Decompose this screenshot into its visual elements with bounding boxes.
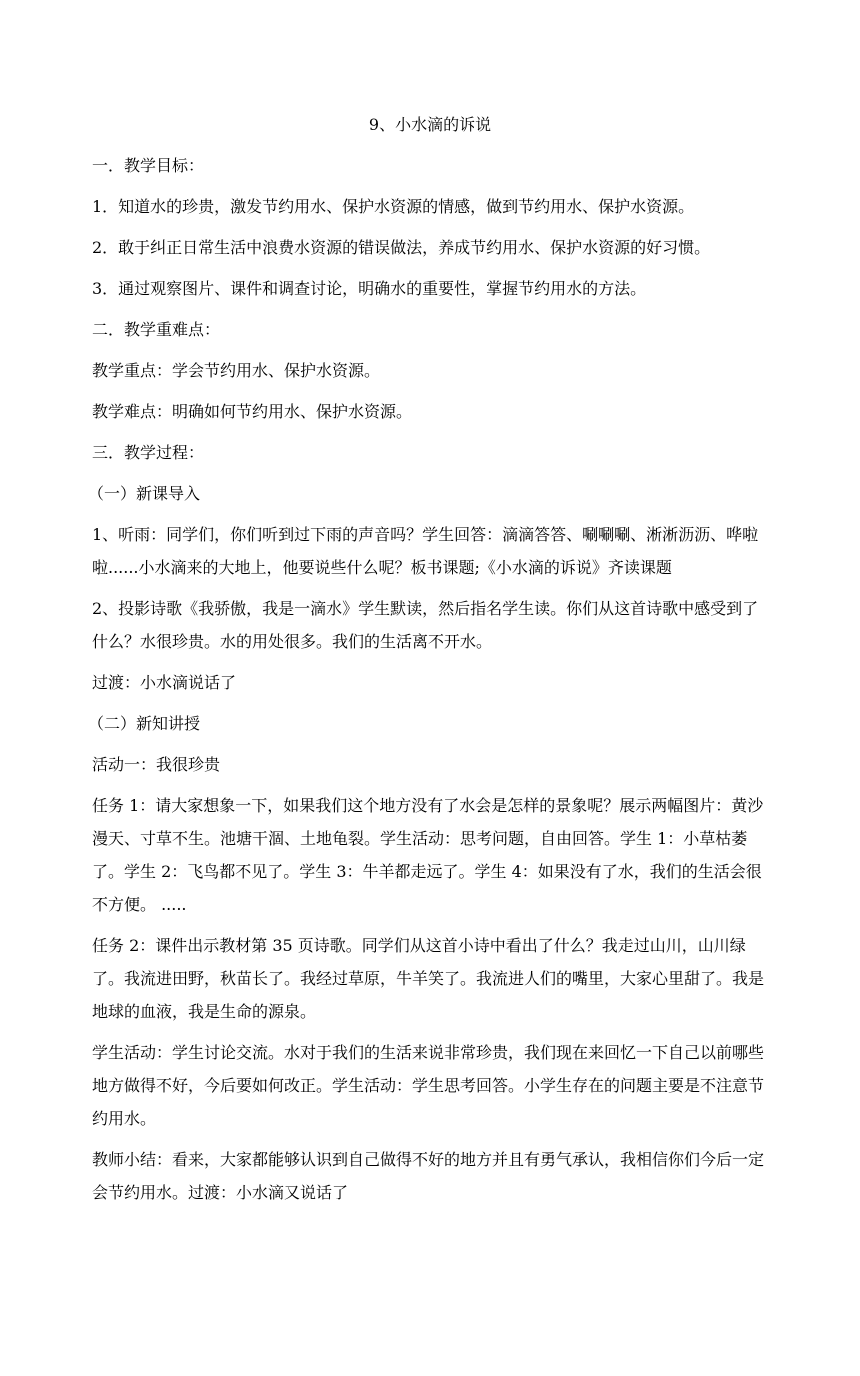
student-activity-paragraph: 学生活动：学生讨论交流。水对于我们的生活来说非常珍贵，我们现在来回忆一下自己以前哪些地方做得不好，今后要如何改正。学生活动：学生思考回答。小学生存在的问题主要是不注意节约用水。: [92, 1043, 765, 1128]
task-paragraph-1: 任务 1：请大家想象一下，如果我们这个地方没有了水会是怎样的景象呢？展示两幅图片：黄沙漫天、寸草不生。池塘干涸、土地龟裂。学生活动：思考问题，自由回答。学生 1：小草枯萎了。学生 2：飞鸟都不见了。学生 3：牛羊都走远了。学生 4：如果没有了水，我们的生活会很不方便。 .....: [92, 796, 764, 914]
objective-item-2: 2．敢于纠正日常生活中浪费水资源的错误做法，养成节约用水、保护水资源的好习惯。: [92, 238, 711, 257]
key-point: 教学重点：学会节约用水、保护水资源。: [92, 361, 381, 380]
intro-paragraph-2: 2、投影诗歌《我骄傲，我是一滴水》学生默读，然后指名学生读。你们从这首诗歌中感受到了什么？水很珍贵。水的用处很多。我们的生活离不开水。: [92, 599, 759, 651]
activity-heading-1: 活动一：我很珍贵: [92, 755, 221, 774]
section-heading-process: 三．教学过程：: [92, 443, 205, 462]
difficult-point: 教学难点：明确如何节约用水、保护水资源。: [92, 402, 413, 421]
intro-paragraph-1: 1、听雨：同学们，你们听到过下雨的声音吗？学生回答：滴滴答答、唰唰唰、淅淅沥沥、哗啦啦......小水滴来的大地上，他要说些什么呢？板书课题;《小水滴的诉说》齐读课题: [92, 525, 759, 577]
subsection-heading-intro: （一）新课导入: [88, 484, 201, 503]
teacher-summary-paragraph: 教师小结：看来，大家都能够认识到自己做得不好的地方并且有勇气承认，我相信你们今后一定会节约用水。过渡：小水滴又说话了: [92, 1150, 765, 1202]
document-title: 9、小水滴的诉说: [368, 115, 492, 134]
transition-line-1: 过渡：小水滴说话了: [92, 673, 237, 692]
task-paragraph-2: 任务 2：课件出示教材第 35 页诗歌。同学们从这首小诗中看出了什么？我走过山川，山川绿了。我流进田野，秋苗长了。我经过草原，牛羊笑了。我流进人们的嘴里，大家心里甜了。我是地球的血液，我是生命的源泉。: [92, 936, 765, 1021]
objective-item-1: 1．知道水的珍贵，激发节约用水、保护水资源的情感，做到节约用水、保护水资源。: [92, 197, 695, 216]
objective-item-3: 3．通过观察图片、课件和调查讨论，明确水的重要性，掌握节约用水的方法。: [92, 279, 647, 298]
section-heading-key-points: 二．教学重难点：: [92, 320, 221, 339]
subsection-heading-new-knowledge: （二）新知讲授: [88, 714, 201, 733]
section-heading-objectives: 一．教学目标：: [92, 156, 205, 175]
